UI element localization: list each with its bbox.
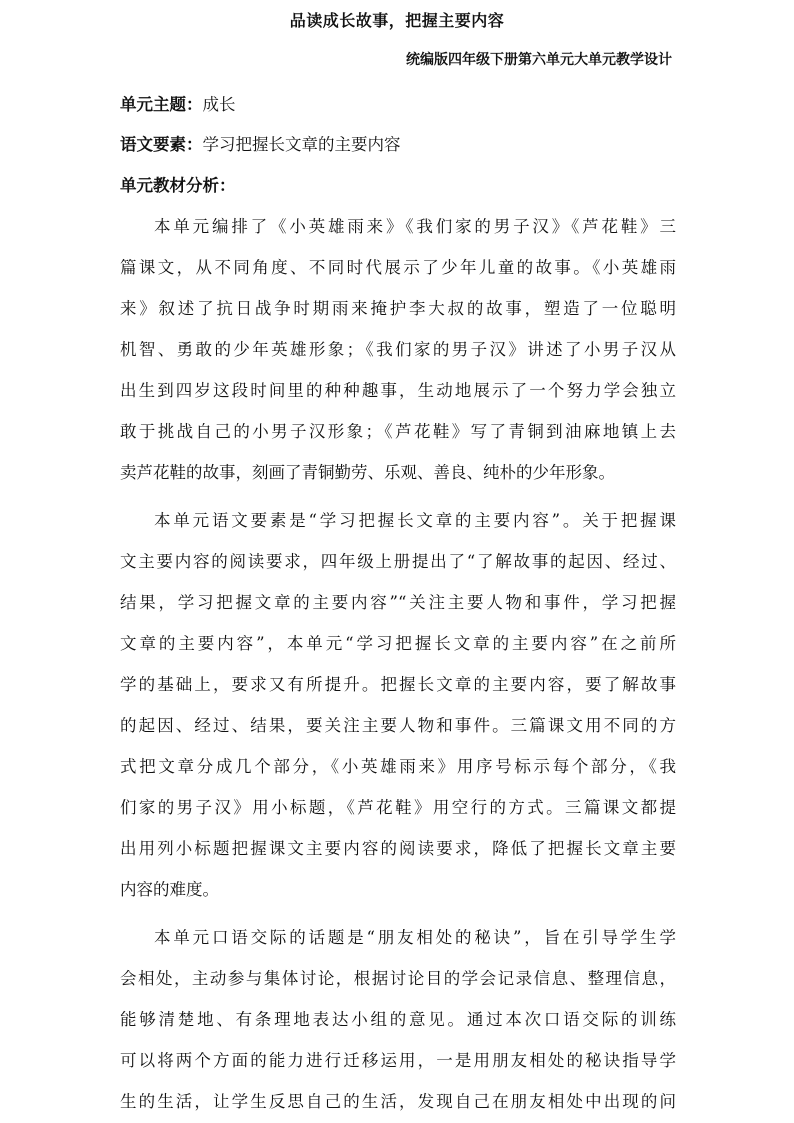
paragraph-3-line: 生的生活，让学生反思自己的生活，发现自己在朋友相处中出现的问 xyxy=(120,1092,676,1111)
paragraph-1-line: 来》叙述了抗日战争时期雨来掩护李大叔的故事，塑造了一位聪明 xyxy=(120,299,676,318)
unit-theme-label: 单元主题： xyxy=(120,95,203,114)
paragraph-1-line: 本单元编排了《小英雄雨来》《我们家的男子汉》《芦花鞋》三 xyxy=(154,217,676,236)
page-subtitle: 统编版四年级下册第六单元大单元教学设计 xyxy=(406,52,672,68)
paragraph-3-line: 会相处，主动参与集体讨论，根据讨论目的学会记录信息、整理信息， xyxy=(120,969,676,988)
unit-theme xyxy=(120,93,236,117)
paragraph-1-line: 敢于挑战自己的小男子汉形象；《芦花鞋》写了青铜到油麻地镇上去 xyxy=(120,422,676,441)
paragraph-2-line: 们家的男子汉》用小标题，《芦花鞋》用空行的方式。三篇课文都提 xyxy=(120,798,676,817)
paragraph-2-line: 出用列小标题把握课文主要内容的阅读要求，降低了把握长文章主要 xyxy=(120,839,676,858)
paragraph-2-line: 文主要内容的阅读要求，四年级上册提出了“了解故事的起因、经过、 xyxy=(120,552,676,571)
analysis-heading-label: 单元教材分析： xyxy=(120,176,236,195)
paragraph-3-line: 能够清楚地、有条理地表达小组的意见。通过本次口语交际的训练 xyxy=(120,1010,676,1029)
paragraph-2-line: 的起因、经过、结果，要关注主要人物和事件。三篇课文用不同的方 xyxy=(120,716,676,735)
paragraph-2-line: 本单元语文要素是“学习把握长文章的主要内容”。关于把握课 xyxy=(154,511,676,530)
paragraph-1-line: 卖芦花鞋的故事，刻画了青铜勤劳、乐观、善良、纯朴的少年形象。 xyxy=(120,463,615,482)
language-element-value: 学习把握长文章的主要内容 xyxy=(202,135,401,154)
paragraph-3-line: 可以将两个方面的能力进行迁移运用，一是用朋友相处的秘诀指导学 xyxy=(120,1051,676,1070)
paragraph-1-line: 出生到四岁这段时间里的种种趣事，生动地展示了一个努力学会独立 xyxy=(120,381,676,400)
analysis-heading xyxy=(120,174,236,198)
page-title: 品读成长故事，把握主要内容 xyxy=(289,11,505,30)
paragraph-3-line: 本单元口语交际的话题是“朋友相处的秘诀”，旨在引导学生学 xyxy=(154,928,676,947)
paragraph-2-line: 学的基础上，要求又有所提升。把握长文章的主要内容，要了解故事 xyxy=(120,675,676,694)
paragraph-2-line: 文章的主要内容”，本单元“学习把握长文章的主要内容”在之前所 xyxy=(120,634,676,653)
language-element xyxy=(120,133,401,157)
unit-theme-value: 成长 xyxy=(202,95,236,114)
paragraph-1-line: 篇课文，从不同角度、不同时代展示了少年儿童的故事。《小英雄雨 xyxy=(120,258,676,277)
language-element-label: 语文要素： xyxy=(120,135,203,154)
paragraph-2-line: 式把文章分成几个部分，《小英雄雨来》用序号标示每个部分，《我 xyxy=(120,757,676,776)
paragraph-2-line: 内容的难度。 xyxy=(120,880,219,899)
paragraph-1-line: 机智、勇敢的少年英雄形象；《我们家的男子汉》讲述了小男子汉从 xyxy=(120,340,676,359)
paragraph-2-line: 结果，学习把握文章的主要内容”“关注主要人物和事件，学习把握 xyxy=(120,593,676,612)
